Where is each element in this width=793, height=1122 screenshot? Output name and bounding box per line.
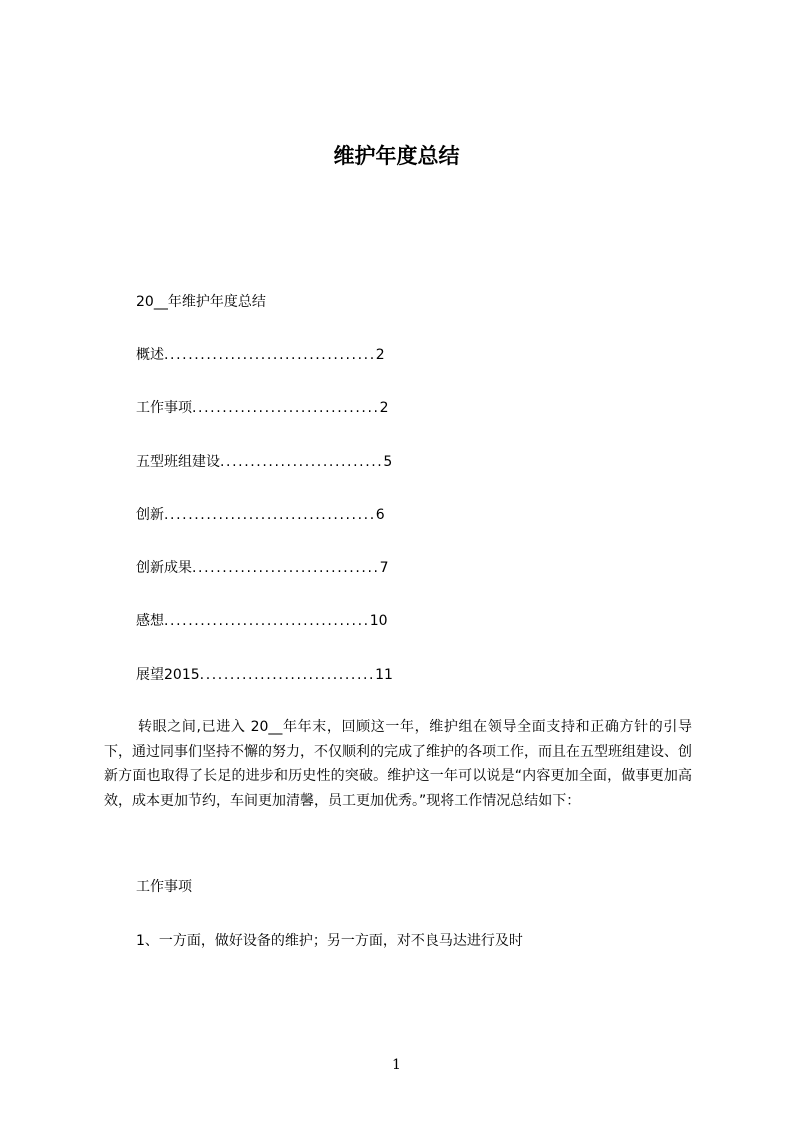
- toc-entry-leader: ...................................: [164, 347, 376, 363]
- table-of-contents: [136, 345, 466, 718]
- toc-entry-page: 2: [379, 400, 389, 417]
- toc-entry-outlook[interactable]: [136, 665, 466, 718]
- list-item: 1、一方面，做好设备的维护；另一方面，对不良马达进行及时: [136, 933, 523, 949]
- toc-entry-leader: ...............................: [192, 400, 380, 417]
- toc-entry-page: 11: [375, 666, 393, 683]
- toc-entry-innovation-results[interactable]: [136, 558, 466, 611]
- toc-entry-label: 创新成果: [136, 560, 192, 577]
- toc-entry-page: 6: [375, 506, 385, 523]
- toc-entry-page: 7: [379, 560, 389, 577]
- toc-entry-leader: ...............................: [192, 560, 380, 577]
- toc-entry-page: 5: [383, 453, 393, 470]
- toc-entry-label: 概述: [136, 347, 164, 363]
- toc-entry-team-building[interactable]: [136, 452, 466, 505]
- toc-entry-label: 展望2015: [136, 666, 200, 683]
- toc-entry-innovation[interactable]: [136, 505, 466, 558]
- toc-entry-label: 五型班组建设: [136, 453, 220, 470]
- toc-entry-label: 感想: [136, 613, 164, 630]
- toc-entry-label: 工作事项: [136, 400, 192, 417]
- toc-heading: 20__年维护年度总结: [136, 294, 266, 310]
- toc-entry-leader: ..................................: [164, 613, 370, 630]
- toc-entry-reflections[interactable]: [136, 611, 466, 664]
- page-number: 1: [392, 1057, 401, 1073]
- toc-entry-leader: ...........................: [220, 453, 384, 470]
- toc-entry-page: 2: [375, 347, 385, 363]
- toc-entry-label: 创新: [136, 506, 164, 523]
- toc-entry-page: 10: [369, 613, 388, 630]
- toc-entry-leader: .............................: [199, 666, 376, 683]
- toc-entry-leader: ...................................: [164, 506, 376, 523]
- toc-entry-overview[interactable]: [136, 345, 466, 398]
- intro-paragraph: 转眼之间,已进入 20__年年末，回顾这一年，维护组在领导全面支持和正确方针的引导下，通过同事们坚持不懈的努力，不仅顺利的完成了维护的各项工作，而且在五型班组建设、创新方面也取得了长足的进步和历史性的突破。维护这一年可以说是“内容更加全面，做事更加高效，成本更加节约，车间更加清馨，员工更加优秀。”现将工作情况总结如下：: [104, 719, 692, 809]
- section-heading-work-items: 工作事项: [136, 879, 192, 895]
- page-title: 维护年度总结: [333, 144, 460, 168]
- toc-entry-work-items[interactable]: [136, 398, 466, 451]
